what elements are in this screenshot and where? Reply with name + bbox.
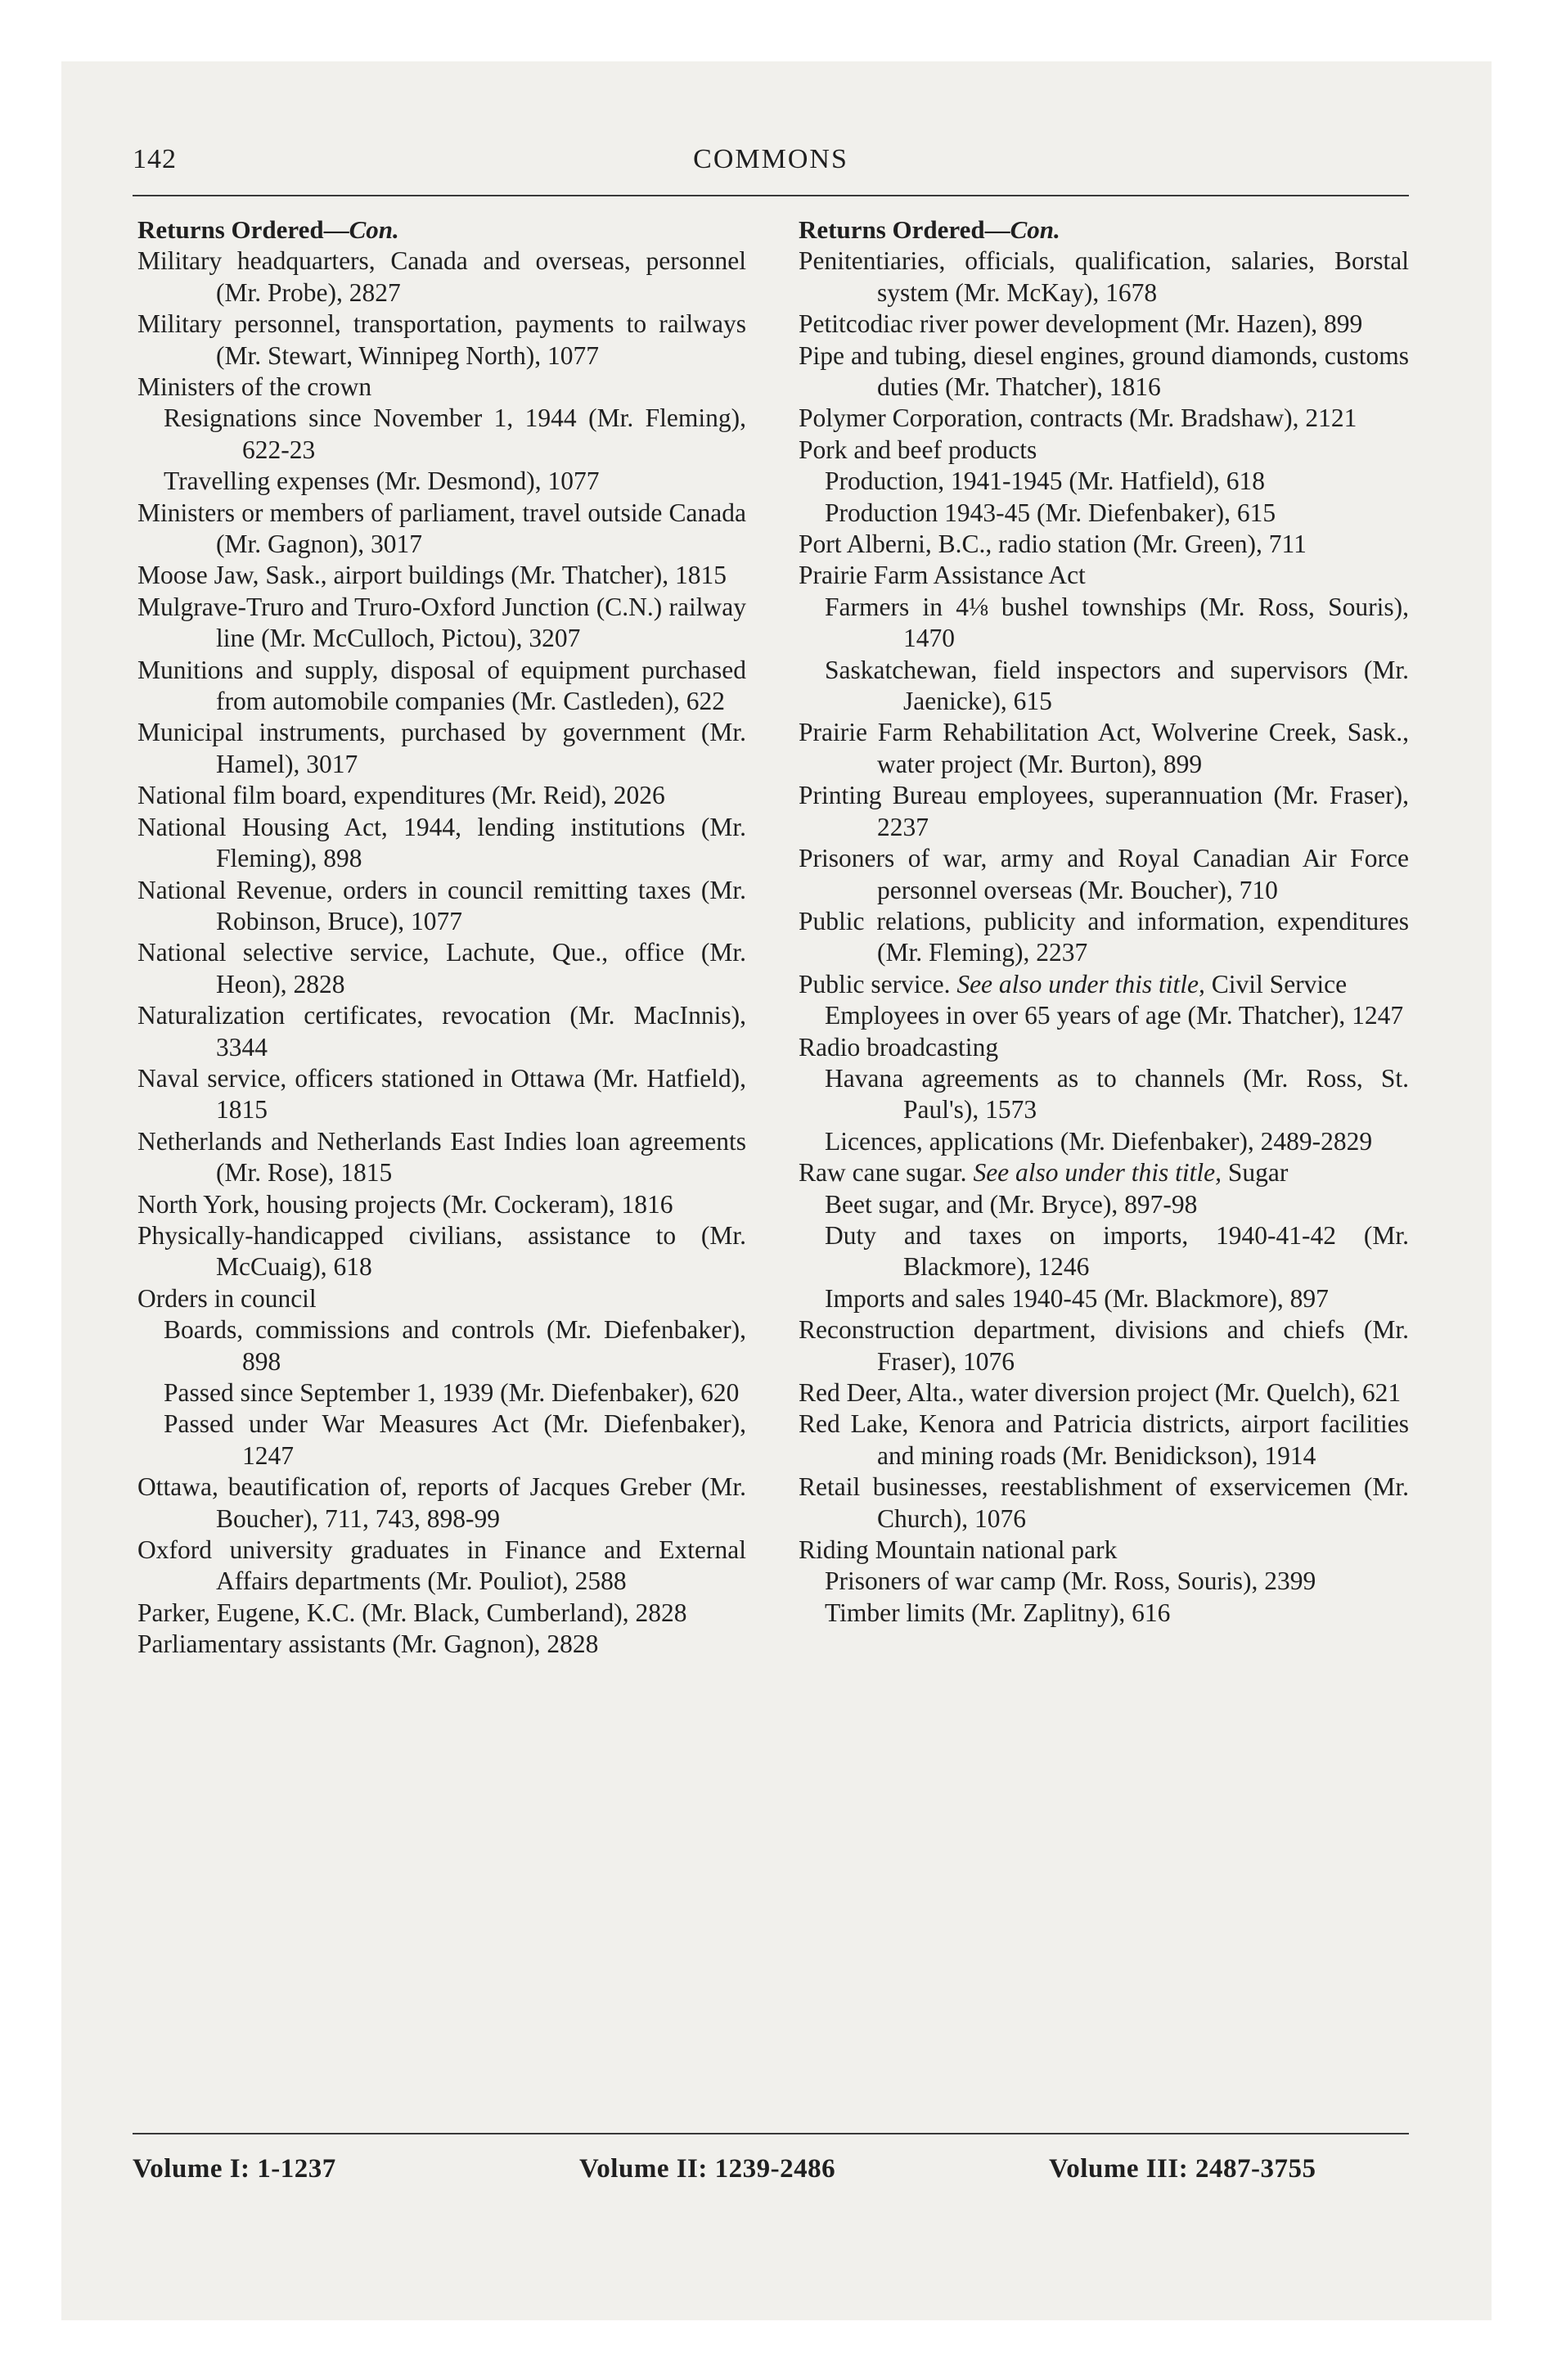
index-entry [137,875,746,938]
index-subentry [799,1283,1409,1314]
entry-text: Moose Jaw, Sask., airport buildings (Mr. Thatcher), 1815 [137,561,727,590]
index-entry [799,560,1409,591]
entry-text: Ministers or members of parliament, travel outside Canada (Mr. Gagnon), 3017 [137,498,746,559]
footer-rule [133,2133,1409,2134]
entry-text: Prairie Farm Rehabilitation Act, Wolverine Creek, Sask., water project (Mr. Burton), 899 [799,718,1409,778]
entry-text: Boards, commissions and controls (Mr. Diefenbaker), 898 [164,1315,746,1376]
index-entry [137,655,746,718]
index-entry [137,1598,746,1629]
index-entry [799,906,1409,969]
entry-text: Imports and sales 1940-45 (Mr. Blackmore), 897 [825,1283,1329,1313]
entry-text: Passed under War Measures Act (Mr. Diefenbaker), 1247 [164,1409,746,1470]
left-column [137,214,746,1661]
index-entry [137,1000,746,1063]
entry-text: Reconstruction department, divisions and chiefs (Mr. Fraser), 1076 [799,1315,1409,1376]
index-entry [799,969,1409,1000]
index-subentry [799,498,1409,529]
entry-text: Municipal instruments, purchased by government (Mr. Hamel), 3017 [137,718,746,778]
page-number: 142 [133,144,177,174]
entry-text: Oxford university graduates in Finance and External Affairs departments (Mr. Pouliot), 2588 [137,1535,746,1596]
index-entry [137,1126,746,1189]
index-entry [799,1472,1409,1535]
entry-text: Munitions and supply, disposal of equipment purchased from automobile companies (Mr. Castleden), 622 [137,655,746,716]
index-entry [137,717,746,780]
column-heading-text: Returns Ordered— [137,215,349,244]
index-subentry [799,1126,1409,1157]
entry-text: Retail businesses, reestablishment of exservicemen (Mr. Church), 1076 [799,1472,1409,1533]
index-subentry [799,1598,1409,1629]
entry-text: Penitentiaries, officials, qualification, salaries, Borstal system (Mr. McKay), 1678 [799,246,1409,307]
index-subentry [137,1409,746,1472]
right-column [799,214,1409,1629]
entry-text: National Housing Act, 1944, lending institutions (Mr. Fleming), 898 [137,812,746,873]
index-entry [137,592,746,655]
cross-reference: See also under this title, [956,969,1205,998]
index-subentry [799,466,1409,497]
entry-text: Physically-handicapped civilians, assistance to (Mr. McCuaig), 618 [137,1220,746,1282]
index-subentry [799,1189,1409,1220]
index-subentry [137,466,746,497]
index-entry [799,1409,1409,1472]
entry-text: Ministers of the crown [137,372,372,402]
column-heading-continued: Con. [349,215,399,244]
entry-text: North York, housing projects (Mr. Cockeram), 1816 [137,1189,673,1219]
entry-text: Timber limits (Mr. Zaplitny), 616 [825,1598,1171,1627]
entry-text: Military personnel, transportation, payments to railways (Mr. Stewart, Winnipeg North), 1077 [137,309,746,370]
column-heading-continued: Con. [1010,215,1060,244]
index-entry [799,246,1409,309]
footer-volume-1: Volume I: 1-1237 [133,2154,336,2184]
entry-text: Pipe and tubing, diesel engines, ground diamonds, customs duties (Mr. Thatcher), 1816 [799,340,1409,402]
index-entry [799,1377,1409,1409]
footer-volume-2: Volume II: 1239-2486 [579,2154,836,2184]
index-entry [799,403,1409,434]
index-entry [137,246,746,309]
index-entry [137,560,746,591]
index-subentry [137,1377,746,1409]
entry-text: Port Alberni, B.C., radio station (Mr. Green), 711 [799,530,1307,559]
entry-text: National Revenue, orders in council remitting taxes (Mr. Robinson, Bruce), 1077 [137,875,746,935]
cross-reference: See also under this title, [973,1158,1222,1188]
index-subentry [799,1000,1409,1031]
index-entry [799,843,1409,906]
entry-text: Prairie Farm Assistance Act [799,561,1086,590]
entry-text: Travelling expenses (Mr. Desmond), 1077 [164,467,600,496]
header-rule [133,195,1409,196]
index-entry [799,780,1409,843]
index-entry [137,1189,746,1220]
entry-text: Parker, Eugene, K.C. (Mr. Black, Cumberland), 2828 [137,1598,687,1627]
entry-text: Riding Mountain national park [799,1535,1118,1565]
entry-text-continued: Civil Service [1204,969,1348,998]
entry-text: Mulgrave-Truro and Truro-Oxford Junction (C.N.) railway line (Mr. McCulloch, Pictou), 3207 [137,592,746,653]
entry-text: Naturalization certificates, revocation (Mr. MacInnis), 3344 [137,1001,746,1062]
index-entry [799,529,1409,560]
entry-text: Ottawa, beautification of, reports of Jacques Greber (Mr. Boucher), 711, 743, 898-99 [137,1472,746,1533]
index-entry [137,309,746,372]
index-subentry [799,592,1409,655]
entry-text: National film board, expenditures (Mr. Reid), 2026 [137,781,665,810]
index-subentry [799,1566,1409,1597]
index-entry [799,1535,1409,1566]
column-heading [137,214,746,246]
entry-text: Licences, applications (Mr. Diefenbaker), 2489-2829 [825,1126,1373,1156]
index-entry [137,780,746,811]
index-subentry [137,1314,746,1377]
entry-text: Public service. [799,969,957,998]
entry-text: Military headquarters, Canada and overseas, personnel (Mr. Probe), 2827 [137,246,746,307]
index-entry [799,340,1409,403]
index-entry [137,937,746,1000]
running-head: COMMONS [693,144,848,174]
entry-text: Pork and beef products [799,435,1037,464]
index-entry [137,1629,746,1660]
index-entry [137,1472,746,1535]
entry-text: Farmers in 4⅛ bushel townships (Mr. Ross, Souris), 1470 [825,592,1409,653]
index-entry [137,498,746,561]
footer-volume-3: Volume III: 2487-3755 [1049,2154,1316,2184]
entry-text: Beet sugar, and (Mr. Bryce), 897-98 [825,1189,1198,1219]
index-subentry [799,655,1409,718]
entry-text: Naval service, officers stationed in Ottawa (Mr. Hatfield), 1815 [137,1063,746,1125]
entry-text: Passed since September 1, 1939 (Mr. Diefenbaker), 620 [164,1378,740,1408]
index-entry [799,1314,1409,1377]
entry-text: Parliamentary assistants (Mr. Gagnon), 2828 [137,1629,599,1659]
index-entry [137,1220,746,1283]
entry-text: Public relations, publicity and information, expenditures (Mr. Fleming), 2237 [799,906,1409,967]
entry-text: Production 1943-45 (Mr. Diefenbaker), 615 [825,498,1276,527]
index-entry [137,812,746,875]
entry-text: Orders in council [137,1283,317,1313]
entry-text: Polymer Corporation, contracts (Mr. Bradshaw), 2121 [799,403,1357,433]
entry-text: Raw cane sugar. [799,1158,974,1188]
entry-text: Havana agreements as to channels (Mr. Ross, St. Paul's), 1573 [825,1063,1409,1125]
entry-text: Duty and taxes on imports, 1940-41-42 (Mr. Blackmore), 1246 [825,1220,1409,1282]
entry-text: Red Deer, Alta., water diversion project (Mr. Quelch), 621 [799,1378,1402,1408]
entry-text: Production, 1941-1945 (Mr. Hatfield), 618 [825,467,1266,496]
entry-text: National selective service, Lachute, Que., office (Mr. Heon), 2828 [137,938,746,998]
index-subentry [799,1220,1409,1283]
index-entry [799,435,1409,466]
entry-text: Petitcodiac river power development (Mr. Hazen), 899 [799,309,1363,339]
column-heading-text: Returns Ordered— [799,215,1010,244]
index-entry [137,1535,746,1598]
column-heading [799,214,1409,246]
index-subentry [799,1063,1409,1126]
index-entry [799,717,1409,780]
index-entry [137,1283,746,1314]
index-entry [799,309,1409,340]
index-subentry [137,403,746,466]
entry-text: Prisoners of war, army and Royal Canadian Air Force personnel overseas (Mr. Boucher), 710 [799,844,1409,904]
entry-text: Saskatchewan, field inspectors and supervisors (Mr. Jaenicke), 615 [825,655,1409,716]
entry-text: Resignations since November 1, 1944 (Mr. Fleming), 622-23 [164,403,746,464]
entry-text: Employees in over 65 years of age (Mr. Thatcher), 1247 [825,1001,1404,1030]
entry-text-continued: Sugar [1222,1158,1289,1188]
entry-text: Prisoners of war camp (Mr. Ross, Souris), 2399 [825,1566,1316,1596]
entry-text: Printing Bureau employees, superannuation (Mr. Fraser), 2237 [799,781,1409,841]
entry-text: Red Lake, Kenora and Patricia districts, airport facilities and mining roads (Mr. Benidickson), 1914 [799,1409,1409,1470]
entry-text: Radio broadcasting [799,1032,999,1062]
entry-text: Netherlands and Netherlands East Indies loan agreements (Mr. Rose), 1815 [137,1126,746,1188]
index-entry [799,1032,1409,1063]
page-header [133,144,1409,183]
index-entry [137,1063,746,1126]
index-entry [137,372,746,403]
index-entry [799,1157,1409,1188]
